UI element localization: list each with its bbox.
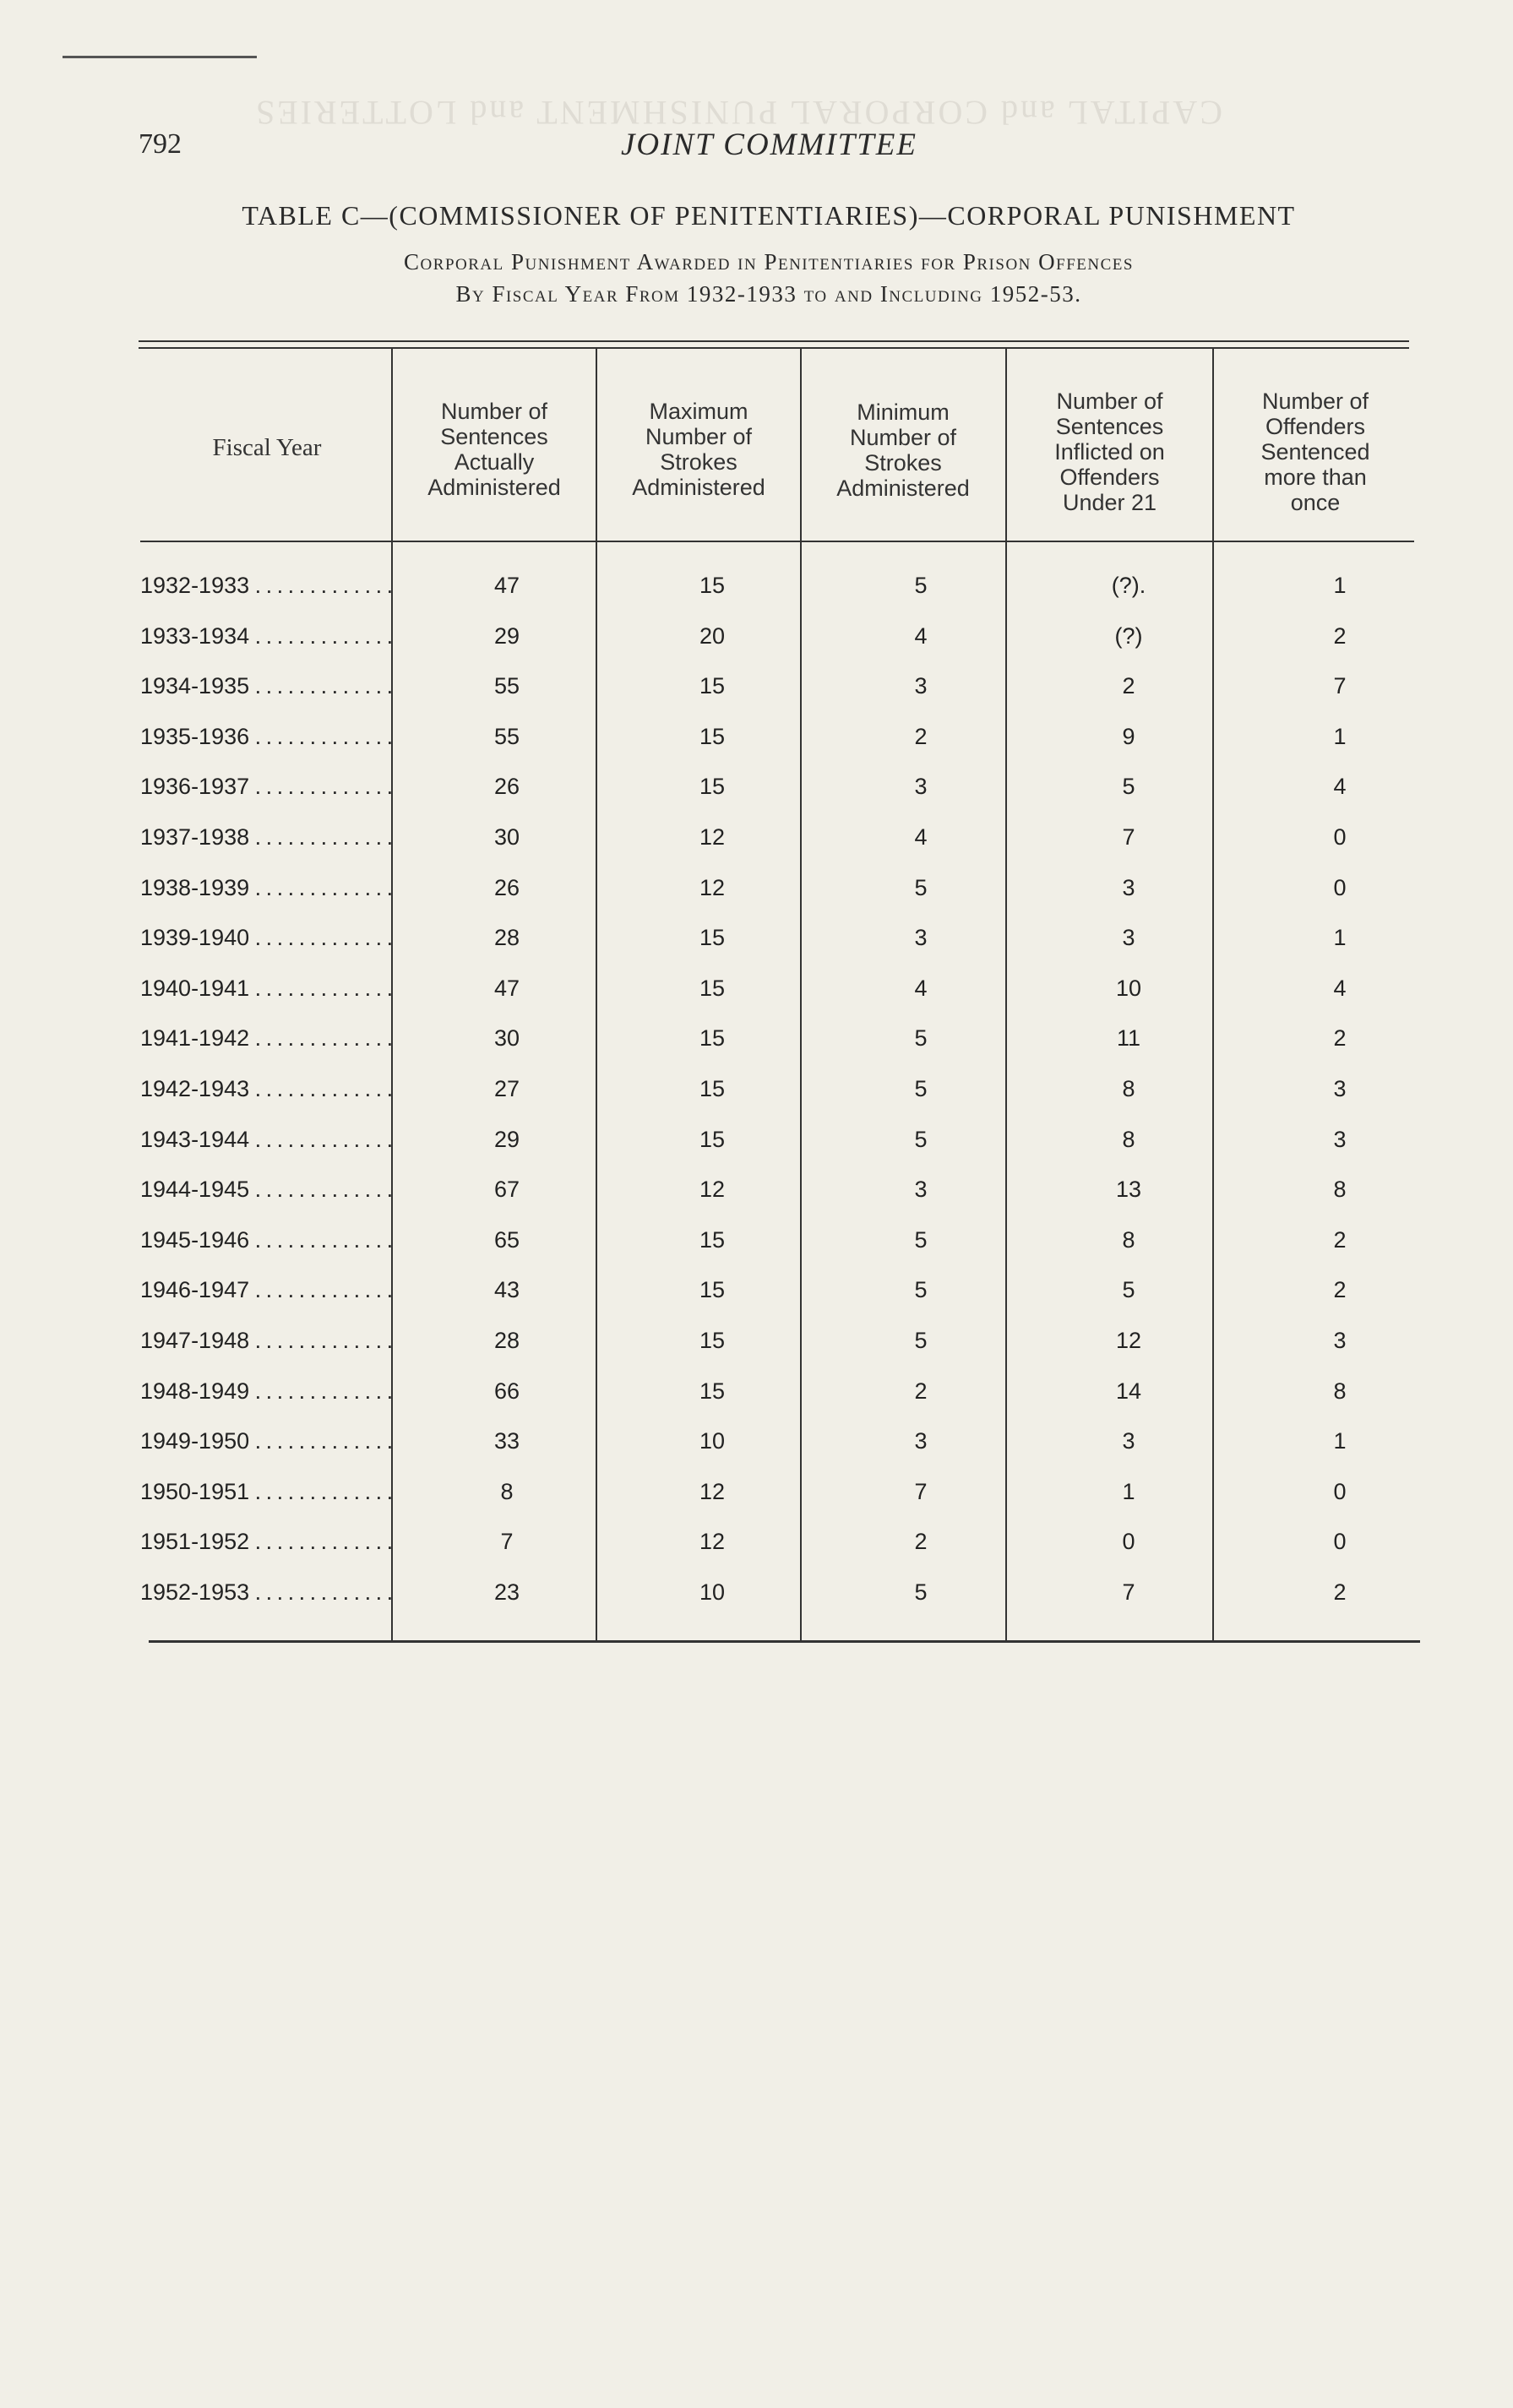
repeat-cell: 1 [1333,573,1347,598]
repeat-cell: 7 [1333,673,1347,698]
max-cell: 15 [699,673,726,698]
min-cell: 5 [914,573,928,598]
max-cell: 15 [699,1378,726,1404]
min-cell: 4 [914,976,928,1001]
table-subtitle-line-1: Corporal Punishment Awarded in Penitentiaries for Prison Offences [404,249,1134,275]
fiscal-year-cell: 1942-1943 . . . [140,1076,394,1102]
min-cell: 3 [914,925,928,950]
administered-cell: 27 [493,1076,520,1101]
min-cell: 5 [914,1025,928,1051]
min-cell: 5 [914,1579,928,1605]
min-cell: 5 [914,875,928,900]
repeat-cell: 3 [1333,1328,1347,1353]
fiscal-year-cell: 1941-1942 . . . [140,1025,394,1052]
running-head: JOINT COMMITTEE [620,128,918,162]
administered-cell: 47 [493,976,520,1001]
administered-cell: 30 [493,824,520,850]
administered-cell: 28 [493,925,520,950]
under21-cell: 2 [1122,673,1135,698]
fiscal-year-cell: 1952-1953 . . . [140,1579,394,1606]
administered-cell: 66 [493,1378,520,1404]
min-cell: 5 [914,1277,928,1302]
repeat-cell: 3 [1333,1127,1347,1152]
administered-cell: 67 [493,1177,520,1202]
min-cell: 7 [914,1479,928,1504]
fiscal-year-cell: 1948-1949 . . . [140,1378,394,1405]
fiscal-year-cell: 1940-1941 . . . [140,976,394,1002]
administered-cell: 43 [493,1277,520,1302]
max-cell: 15 [699,925,726,950]
max-cell: 12 [699,1479,726,1504]
repeat-cell: 3 [1333,1076,1347,1101]
administered-cell: 23 [493,1579,520,1605]
repeat-cell: 1 [1333,724,1347,749]
min-cell: 3 [914,1428,928,1454]
min-cell: 4 [914,824,928,850]
table-subtitle-line-2: By Fiscal Year From 1932-1933 to and Including 1952-53. [455,281,1082,307]
under21-cell: 7 [1122,1579,1135,1605]
administered-cell: 33 [493,1428,520,1454]
under21-cell: 3 [1122,875,1135,900]
fiscal-year-cell: 1937-1938 . . . [140,824,394,851]
fiscal-year-cell: 1936-1937 . . . [140,774,394,800]
min-cell: 5 [914,1328,928,1353]
under21-cell: 8 [1122,1227,1135,1253]
table-top-rule [139,340,1409,342]
fiscal-year-cell: 1943-1944 . . . [140,1127,394,1153]
page-number: 792 [139,128,182,160]
max-cell: 15 [699,724,726,749]
repeat-cell: 2 [1333,1579,1347,1605]
max-cell: 15 [699,573,726,598]
under21-cell: 12 [1115,1328,1142,1353]
max-cell: 12 [699,1529,726,1554]
max-cell: 12 [699,1177,726,1202]
min-cell: 3 [914,1177,928,1202]
min-cell: 3 [914,673,928,698]
column-divider-5 [1212,349,1214,1641]
repeat-cell: 0 [1333,1529,1347,1554]
under21-cell: 3 [1122,1428,1135,1454]
max-cell: 15 [699,1076,726,1101]
repeat-cell: 2 [1333,1277,1347,1302]
table-bottom-rule [149,1640,1420,1643]
max-cell: 20 [699,623,726,649]
max-cell: 15 [699,976,726,1001]
max-cell: 10 [699,1428,726,1454]
max-cell: 15 [699,774,726,799]
repeat-cell: 8 [1333,1177,1347,1202]
fiscal-year-cell: 1951-1952 . . . [140,1529,394,1555]
min-cell: 2 [914,724,928,749]
header-sentenced-more-than-once: Number of Offenders Sentenced more than once [1260,389,1370,515]
under21-cell: 1 [1122,1479,1135,1504]
min-cell: 5 [914,1227,928,1253]
column-divider-4 [1005,349,1007,1641]
administered-cell: 29 [493,623,520,649]
fiscal-year-cell: 1938-1939 . . . [140,875,394,901]
under21-cell: 14 [1115,1378,1142,1404]
column-divider-3 [800,349,802,1641]
repeat-cell: 4 [1333,976,1347,1001]
under21-cell: 8 [1122,1076,1135,1101]
corner-rule [63,56,257,58]
min-cell: 5 [914,1127,928,1152]
under21-cell: 10 [1115,976,1142,1001]
min-cell: 2 [914,1529,928,1554]
max-cell: 12 [699,875,726,900]
fiscal-year-cell: 1934-1935 . . . [140,673,394,699]
under21-cell: 8 [1122,1127,1135,1152]
repeat-cell: 1 [1333,925,1347,950]
fiscal-year-cell: 1947-1948 . . . [140,1328,394,1354]
table-title: TABLE C—(COMMISSIONER OF PENITENTIARIES)—CORPORAL PUNISHMENT [242,200,1296,231]
under21-cell: 7 [1122,824,1135,850]
repeat-cell: 0 [1333,875,1347,900]
header-bottom-rule [140,541,1414,542]
repeat-cell: 2 [1333,623,1347,649]
under21-cell: 11 [1116,1025,1141,1051]
min-cell: 4 [914,623,928,649]
max-cell: 15 [699,1127,726,1152]
max-cell: 15 [699,1227,726,1253]
fiscal-year-cell: 1939-1940 . . . [140,925,394,951]
max-cell: 10 [699,1579,726,1605]
max-cell: 12 [699,824,726,850]
administered-cell: 29 [493,1127,520,1152]
fiscal-year-cell: 1935-1936 . . . [140,724,394,750]
under21-cell: 5 [1122,774,1135,799]
repeat-cell: 2 [1333,1025,1347,1051]
under21-cell: 5 [1122,1277,1135,1302]
fiscal-year-cell: 1950-1951 . . . [140,1479,394,1505]
fiscal-year-cell: 1949-1950 . . . [140,1428,394,1454]
max-cell: 15 [699,1277,726,1302]
column-divider-2 [596,349,597,1641]
administered-cell: 26 [493,875,520,900]
fiscal-year-cell: 1932-1933 . . . [140,573,394,599]
fiscal-year-cell: 1946-1947 . . . [140,1277,394,1303]
repeat-cell: 1 [1333,1428,1347,1454]
administered-cell: 26 [493,774,520,799]
min-cell: 2 [914,1378,928,1404]
under21-cell: 9 [1122,724,1135,749]
header-minimum-strokes: Minimum Number of Strokes Administered [836,400,970,501]
repeat-cell: 0 [1333,1479,1347,1504]
under21-cell: 0 [1122,1529,1135,1554]
administered-cell: 55 [493,673,520,698]
repeat-cell: 4 [1333,774,1347,799]
fiscal-year-cell: 1944-1945 . . . [140,1177,394,1203]
bleed-through-text: CAPITAL and CORPORAL PUNISHMENT and LOTTERIES [253,94,1222,132]
header-offenders-under-21: Number of Sentences Inflicted on Offenders Under 21 [1054,389,1165,515]
under21-cell: (?). [1111,573,1146,598]
repeat-cell: 2 [1333,1227,1347,1253]
administered-cell: 7 [500,1529,514,1554]
under21-cell: (?) [1114,623,1143,649]
min-cell: 5 [914,1076,928,1101]
header-fiscal-year: Fiscal Year [212,434,322,461]
repeat-cell: 8 [1333,1378,1347,1404]
fiscal-year-cell: 1933-1934 . . . [140,623,394,650]
administered-cell: 28 [493,1328,520,1353]
administered-cell: 47 [493,573,520,598]
administered-cell: 30 [493,1025,520,1051]
header-maximum-strokes: Maximum Number of Strokes Administered [632,399,765,500]
max-cell: 15 [699,1328,726,1353]
repeat-cell: 0 [1333,824,1347,850]
min-cell: 3 [914,774,928,799]
administered-cell: 55 [493,724,520,749]
fiscal-year-cell: 1945-1946 . . . [140,1227,394,1253]
under21-cell: 13 [1115,1177,1142,1202]
administered-cell: 65 [493,1227,520,1253]
under21-cell: 3 [1122,925,1135,950]
administered-cell: 8 [500,1479,514,1504]
max-cell: 15 [699,1025,726,1051]
header-sentences-administered: Number of Sentences Actually Administered [427,399,561,500]
table-top-rule-inner [139,347,1409,349]
